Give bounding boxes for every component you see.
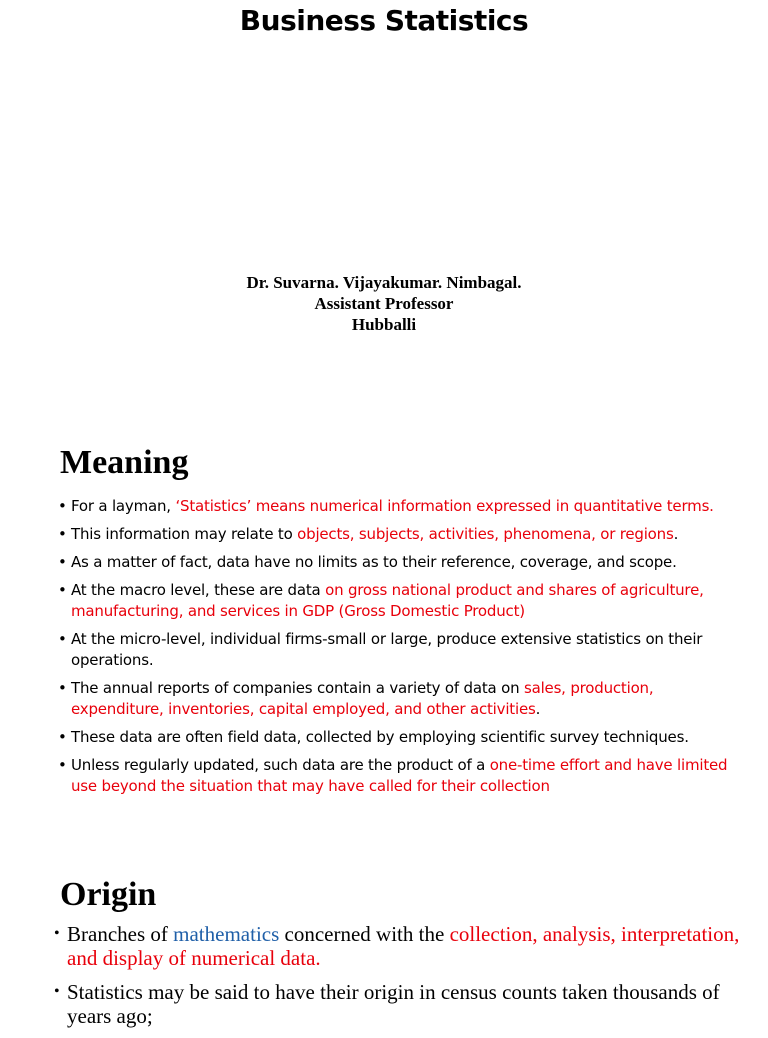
list-item: • Statistics may be said to have their origin in census counts taken thousands of years ago;	[54, 980, 754, 1028]
author-designation: Assistant Professor	[314, 294, 454, 313]
origin-bullet-list	[54, 922, 754, 1038]
meaning-slide	[0, 432, 768, 862]
origin-heading: Origin	[60, 876, 157, 913]
list-item: • At the macro level, these are data on gross national product and shares of agriculture, manufacturing, and services in GDP (Gross Domestic Product)	[58, 580, 738, 622]
author-name: Dr. Suvarna. Vijayakumar. Nimbagal.	[246, 273, 522, 292]
author-location: Hubballi	[351, 315, 417, 334]
list-item: • For a layman, ‘Statistics’ means numerical information expressed in quantitative terms.	[58, 496, 738, 517]
list-item: • The annual reports of companies contain a variety of data on sales, production, expenditure, inventories, capital employed, and other activities.	[58, 678, 738, 720]
list-item: • This information may relate to objects, subjects, activities, phenomena, or regions.	[58, 524, 738, 545]
mathematics-term: mathematics	[173, 922, 280, 946]
document-title: Business Statistics	[239, 4, 529, 37]
list-item: • As a matter of fact, data have no limits as to their reference, coverage, and scope.	[58, 552, 738, 573]
list-item: • At the micro-level, individual firms-small or large, produce extensive statistics on their operations.	[58, 629, 738, 671]
meaning-bullet-list	[58, 496, 738, 804]
origin-slide	[0, 868, 768, 1028]
author-block	[0, 272, 768, 335]
list-item: • Unless regularly updated, such data are the product of a one-time effort and have limited use beyond the situation that may have called for their collection	[58, 755, 738, 797]
list-item: • Branches of mathematics concerned with the collection, analysis, interpretation, and display of numerical data.	[54, 922, 754, 970]
meaning-heading: Meaning	[60, 444, 189, 481]
title-slide	[0, 0, 768, 420]
list-item: • These data are often field data, collected by employing scientific survey techniques.	[58, 727, 738, 748]
